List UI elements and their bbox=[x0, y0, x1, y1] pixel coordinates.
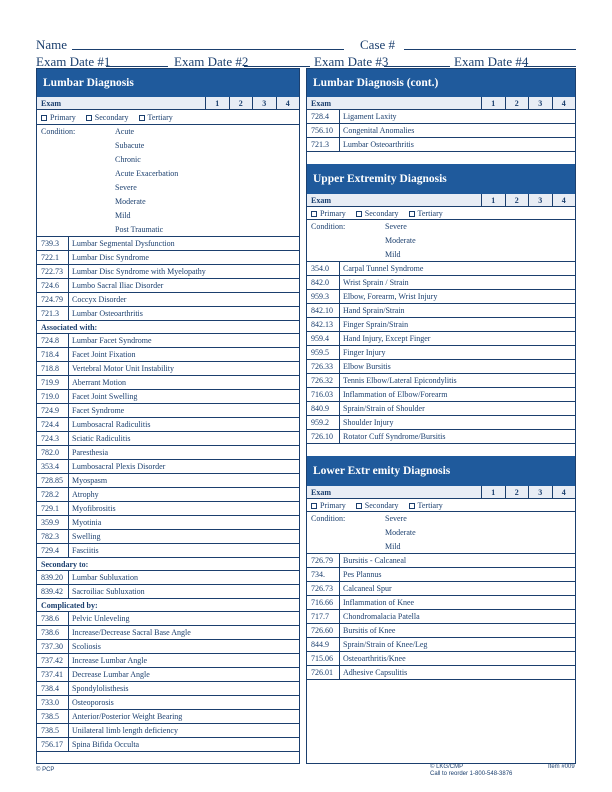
diagnosis-description: Spina Bifida Occulta bbox=[72, 740, 140, 749]
secondary-checkbox[interactable]: Secondary bbox=[86, 113, 129, 122]
condition-label: Condition: bbox=[311, 222, 346, 231]
diagnosis-row[interactable] bbox=[307, 652, 575, 666]
diagnosis-description: Wrist Sprain / Strain bbox=[343, 278, 409, 287]
footer-item-number: Item #009 bbox=[548, 764, 575, 770]
complicated-by-label: Complicated by: bbox=[37, 599, 299, 612]
diagnosis-code: 716.66 bbox=[307, 596, 340, 609]
lumbar-rows bbox=[37, 237, 299, 321]
diagnosis-description: Myotinia bbox=[72, 518, 102, 527]
diagnosis-description: Facet Joint Swelling bbox=[72, 392, 138, 401]
diagnosis-code: 959.5 bbox=[307, 346, 340, 359]
diagnosis-row[interactable] bbox=[37, 710, 299, 724]
diagnosis-row[interactable] bbox=[307, 138, 575, 152]
diagnosis-code: 729.4 bbox=[37, 544, 69, 557]
diagnosis-code: 728.2 bbox=[37, 488, 69, 501]
exam-date-4-label: Exam Date #4 bbox=[454, 54, 529, 69]
diagnosis-code: 354.0 bbox=[307, 262, 340, 275]
diagnosis-description: Elbow, Forearm, Wrist Injury bbox=[343, 292, 438, 301]
diagnosis-description: Lumbar Osteoarthritis bbox=[343, 140, 414, 149]
diagnosis-row[interactable] bbox=[307, 124, 575, 138]
diagnosis-description: Sprain/Strain of Knee/Leg bbox=[343, 640, 428, 649]
diagnosis-row[interactable] bbox=[37, 488, 299, 502]
diagnosis-row[interactable] bbox=[37, 307, 299, 321]
diagnosis-code: 726.01 bbox=[307, 666, 340, 679]
diagnosis-description: Coccyx Disorder bbox=[72, 295, 127, 304]
diagnosis-code: 756.10 bbox=[307, 124, 340, 137]
diagnosis-row[interactable] bbox=[37, 334, 299, 348]
diagnosis-code: 782.0 bbox=[37, 446, 69, 459]
exam-col-1: 1 bbox=[481, 486, 505, 498]
exam-col-4: 4 bbox=[552, 486, 576, 498]
diagnosis-code: 840.9 bbox=[307, 402, 340, 415]
footer-reorder: Call to reorder 1-800-548-3876 bbox=[430, 771, 513, 777]
diagnosis-row[interactable] bbox=[307, 624, 575, 638]
diagnosis-row[interactable] bbox=[37, 626, 299, 640]
diagnosis-description: Paresthesia bbox=[72, 448, 108, 457]
footer-copyright: © PCP bbox=[36, 767, 55, 773]
diagnosis-code: 726.10 bbox=[307, 430, 340, 443]
diagnosis-description: Spondylolisthesis bbox=[72, 684, 129, 693]
lumbar-diagnosis-section bbox=[36, 68, 300, 764]
diagnosis-row[interactable] bbox=[37, 738, 299, 752]
condition-item[interactable]: Acute Exacerbation bbox=[115, 169, 179, 178]
diagnosis-code: 839.42 bbox=[37, 585, 69, 598]
diagnosis-description: Myospasm bbox=[72, 476, 108, 485]
diagnosis-row[interactable] bbox=[37, 362, 299, 376]
exam-label: Exam bbox=[41, 98, 61, 108]
diagnosis-code: 959.3 bbox=[307, 290, 340, 303]
diagnosis-code: 726.79 bbox=[307, 554, 340, 567]
diagnosis-description: Lumbar Osteoarthritis bbox=[72, 309, 143, 318]
upper-exam-header bbox=[307, 194, 575, 207]
secondary-to-label: Secondary to: bbox=[37, 558, 299, 571]
diagnosis-row[interactable] bbox=[37, 530, 299, 544]
diagnosis-description: Bursitis of Knee bbox=[343, 626, 396, 635]
tertiary-checkbox[interactable]: Tertiary bbox=[409, 501, 443, 510]
diagnosis-code: 726.33 bbox=[307, 360, 340, 373]
diagnosis-row[interactable] bbox=[37, 544, 299, 558]
secondary-checkbox[interactable]: Secondary bbox=[356, 209, 399, 218]
diagnosis-code: 734. bbox=[307, 568, 340, 581]
lower-rows bbox=[307, 554, 575, 680]
diagnosis-code: 724.9 bbox=[37, 404, 69, 417]
diagnosis-row[interactable] bbox=[37, 654, 299, 668]
diagnosis-code: 724.4 bbox=[37, 418, 69, 431]
diagnosis-row[interactable] bbox=[307, 388, 575, 402]
tertiary-checkbox[interactable]: Tertiary bbox=[139, 113, 173, 122]
lumbar-diagnosis-title: Lumbar Diagnosis bbox=[37, 69, 299, 97]
diagnosis-code: 844.9 bbox=[307, 638, 340, 651]
right-column bbox=[306, 68, 576, 764]
diagnosis-description: Anterior/Posterior Weight Bearing bbox=[72, 712, 183, 721]
diagnosis-description: Lumbar Disc Syndrome with Myelopathy bbox=[72, 267, 206, 276]
diagnosis-description: Finger Injury bbox=[343, 348, 386, 357]
diagnosis-row[interactable] bbox=[307, 554, 575, 568]
exam-date-1-field[interactable] bbox=[106, 66, 168, 67]
diagnosis-code: 715.06 bbox=[307, 652, 340, 665]
exam-col-3: 3 bbox=[528, 97, 552, 109]
secondary-checkbox[interactable]: Secondary bbox=[356, 501, 399, 510]
diagnosis-description: Swelling bbox=[72, 532, 101, 541]
diagnosis-description: Congenital Anomalies bbox=[343, 126, 415, 135]
diagnosis-row[interactable] bbox=[307, 332, 575, 346]
tertiary-checkbox[interactable]: Tertiary bbox=[409, 209, 443, 218]
diagnosis-row[interactable] bbox=[37, 724, 299, 738]
diagnosis-row[interactable] bbox=[307, 402, 575, 416]
diagnosis-row[interactable] bbox=[37, 432, 299, 446]
diagnosis-description: Pes Plannus bbox=[343, 570, 382, 579]
diagnosis-code: 842.10 bbox=[307, 304, 340, 317]
diagnosis-code: 724.3 bbox=[37, 432, 69, 445]
case-field[interactable] bbox=[404, 49, 576, 50]
diagnosis-description: Facet Joint Fixation bbox=[72, 350, 136, 359]
diagnosis-description: Increase/Decrease Sacral Base Angle bbox=[72, 628, 191, 637]
diagnosis-code: 737.42 bbox=[37, 654, 69, 667]
diagnosis-description: Aberrant Motion bbox=[72, 378, 126, 387]
checkbox-icon bbox=[356, 503, 362, 509]
diagnosis-code: 738.6 bbox=[37, 612, 69, 625]
diagnosis-row[interactable] bbox=[37, 516, 299, 530]
condition-item[interactable]: Moderate bbox=[385, 528, 416, 537]
diagnosis-code: 724.79 bbox=[37, 293, 69, 306]
exam-label: Exam bbox=[311, 98, 331, 108]
condition-item[interactable]: Subacute bbox=[115, 141, 145, 150]
condition-item[interactable]: Mild bbox=[385, 250, 401, 259]
diagnosis-row[interactable] bbox=[37, 502, 299, 516]
exam-col-4: 4 bbox=[552, 194, 576, 206]
diagnosis-row[interactable] bbox=[37, 279, 299, 293]
lower-exam-header bbox=[307, 486, 575, 499]
exam-col-3: 3 bbox=[528, 194, 552, 206]
lumbar-status-row bbox=[37, 110, 299, 125]
diagnosis-description: Lumbosacral Plexis Disorder bbox=[72, 462, 166, 471]
diagnosis-description: Sprain/Strain of Shoulder bbox=[343, 404, 425, 413]
diagnosis-code: 739.3 bbox=[37, 237, 69, 250]
exam-col-1: 1 bbox=[481, 194, 505, 206]
diagnosis-row[interactable] bbox=[37, 682, 299, 696]
diagnosis-description: Sacroiliac Subluxation bbox=[72, 587, 145, 596]
diagnosis-row[interactable] bbox=[307, 290, 575, 304]
exam-date-3-field[interactable] bbox=[384, 66, 450, 67]
diagnosis-description: Chondromalacia Patella bbox=[343, 612, 420, 621]
diagnosis-row[interactable] bbox=[307, 568, 575, 582]
diagnosis-description: Unilateral limb length deficiency bbox=[72, 726, 178, 735]
diagnosis-row[interactable] bbox=[307, 304, 575, 318]
lumbar-exam-header bbox=[37, 97, 299, 110]
diagnosis-description: Facet Syndrome bbox=[72, 406, 125, 415]
diagnosis-code: 737.30 bbox=[37, 640, 69, 653]
condition-item[interactable]: Mild bbox=[115, 211, 131, 220]
lumbar-cont-title: Lumbar Diagnosis (cont.) bbox=[307, 69, 575, 97]
footer-lkg: © LKG/CMP bbox=[430, 764, 464, 770]
diagnosis-code: 738.6 bbox=[37, 626, 69, 639]
diagnosis-description: Shoulder Injury bbox=[343, 418, 394, 427]
condition-item[interactable]: Acute bbox=[115, 127, 135, 136]
diagnosis-row[interactable] bbox=[307, 360, 575, 374]
exam-col-3: 3 bbox=[252, 97, 276, 109]
diagnosis-description: Vertebral Motor Unit Instability bbox=[72, 364, 174, 373]
condition-item[interactable]: Mild bbox=[385, 542, 401, 551]
associated-with-label: Associated with: bbox=[37, 321, 299, 334]
diagnosis-row[interactable] bbox=[37, 404, 299, 418]
diagnosis-code: 718.8 bbox=[37, 362, 69, 375]
diagnosis-code: 359.9 bbox=[37, 516, 69, 529]
diagnosis-code: 721.3 bbox=[307, 138, 340, 151]
exam-date-2-field[interactable] bbox=[244, 66, 310, 67]
diagnosis-code: 726.60 bbox=[307, 624, 340, 637]
diagnosis-description: Increase Lumbar Angle bbox=[72, 656, 148, 665]
checkbox-icon bbox=[311, 503, 317, 509]
diagnosis-code: 726.32 bbox=[307, 374, 340, 387]
diagnosis-code: 738.4 bbox=[37, 682, 69, 695]
diagnosis-row[interactable] bbox=[307, 610, 575, 624]
exam-label: Exam bbox=[311, 487, 331, 497]
diagnosis-code: 726.73 bbox=[307, 582, 340, 595]
diagnosis-row[interactable] bbox=[37, 348, 299, 362]
diagnosis-description: Pelvic Unleveling bbox=[72, 614, 130, 623]
checkbox-icon bbox=[139, 115, 145, 121]
diagnosis-row[interactable] bbox=[307, 276, 575, 290]
diagnosis-description: Calcaneal Spur bbox=[343, 584, 392, 593]
diagnosis-row[interactable] bbox=[37, 460, 299, 474]
condition-item[interactable]: Chronic bbox=[115, 155, 141, 164]
diagnosis-row[interactable] bbox=[307, 638, 575, 652]
diagnosis-description: Hand Injury, Except Finger bbox=[343, 334, 431, 343]
diagnosis-description: Osteoporosis bbox=[72, 698, 114, 707]
diagnosis-code: 722.73 bbox=[37, 265, 69, 278]
exam-col-2: 2 bbox=[229, 97, 253, 109]
diagnosis-row[interactable] bbox=[37, 237, 299, 251]
exam-col-1: 1 bbox=[205, 97, 229, 109]
diagnosis-code: 724.8 bbox=[37, 334, 69, 347]
diagnosis-row[interactable] bbox=[37, 390, 299, 404]
diagnosis-row[interactable] bbox=[37, 376, 299, 390]
diagnosis-code: 724.6 bbox=[37, 279, 69, 292]
checkbox-icon bbox=[86, 115, 92, 121]
diagnosis-description: Myofibrositis bbox=[72, 504, 116, 513]
diagnosis-code: 839.20 bbox=[37, 571, 69, 584]
condition-item[interactable]: Severe bbox=[385, 222, 407, 231]
diagnosis-code: 733.0 bbox=[37, 696, 69, 709]
name-label: Name bbox=[36, 37, 68, 52]
diagnosis-row[interactable] bbox=[307, 346, 575, 360]
diagnosis-row[interactable] bbox=[307, 430, 575, 444]
diagnosis-row[interactable] bbox=[307, 262, 575, 276]
diagnosis-code: 719.0 bbox=[37, 390, 69, 403]
name-field[interactable] bbox=[72, 49, 344, 50]
diagnosis-description: Adhesive Capsulitis bbox=[343, 668, 408, 677]
exam-label: Exam bbox=[311, 195, 331, 205]
exam-col-4: 4 bbox=[552, 97, 576, 109]
diagnosis-row[interactable] bbox=[37, 668, 299, 682]
diagnosis-code: 717.7 bbox=[307, 610, 340, 623]
diagnosis-description: Ligament Laxity bbox=[343, 112, 397, 121]
condition-item[interactable]: Post Traumatic bbox=[115, 225, 164, 234]
diagnosis-code: 716.03 bbox=[307, 388, 340, 401]
exam-col-4: 4 bbox=[276, 97, 300, 109]
diagnosis-description: Finger Sprain/Strain bbox=[343, 320, 409, 329]
diagnosis-description: Lumbar Disc Syndrome bbox=[72, 253, 149, 262]
upper-rows bbox=[307, 262, 575, 444]
diagnosis-code: 728.85 bbox=[37, 474, 69, 487]
lower-extremity-title: Lower Extr emity Diagnosis bbox=[307, 456, 575, 486]
condition-item[interactable]: Severe bbox=[385, 514, 407, 523]
complicated-rows bbox=[37, 612, 299, 752]
lumbar-cont-rows bbox=[307, 110, 575, 152]
diagnosis-description: Lumbo Sacral Iliac Disorder bbox=[72, 281, 164, 290]
lower-status-row bbox=[307, 499, 575, 512]
diagnosis-description: Decrease Lumbar Angle bbox=[72, 670, 150, 679]
exam-col-2: 2 bbox=[505, 194, 529, 206]
diagnosis-row[interactable] bbox=[307, 582, 575, 596]
primary-checkbox[interactable]: Primary bbox=[311, 501, 346, 510]
exam-col-2: 2 bbox=[505, 486, 529, 498]
diagnosis-row[interactable] bbox=[307, 318, 575, 332]
diagnosis-description: Inflammation of Elbow/Forearm bbox=[343, 390, 448, 399]
condition-label: Condition: bbox=[41, 127, 76, 136]
diagnosis-code: 721.3 bbox=[37, 307, 69, 320]
diagnosis-code: 738.5 bbox=[37, 724, 69, 737]
diagnosis-code: 842.13 bbox=[307, 318, 340, 331]
exam-date-1-label: Exam Date #1 bbox=[36, 54, 111, 69]
diagnosis-description: Lumbar Segmental Dysfunction bbox=[72, 239, 175, 248]
diagnosis-description: Atrophy bbox=[72, 490, 99, 499]
exam-col-1: 1 bbox=[481, 97, 505, 109]
diagnosis-description: Scoliosis bbox=[72, 642, 101, 651]
diagnosis-row[interactable] bbox=[37, 585, 299, 599]
lumbar-cont-exam-header bbox=[307, 97, 575, 110]
case-label: Case # bbox=[360, 37, 396, 52]
diagnosis-description: Inflammation of Knee bbox=[343, 598, 415, 607]
checkbox-icon bbox=[311, 211, 317, 217]
primary-checkbox[interactable]: Primary bbox=[41, 113, 76, 122]
diagnosis-description: Rotator Cuff Syndrome/Bursitis bbox=[343, 432, 446, 441]
condition-item[interactable]: Severe bbox=[115, 183, 137, 192]
diagnosis-description: Osteoarthritis/Knee bbox=[343, 654, 406, 663]
diagnosis-description: Sciatic Radiculitis bbox=[72, 434, 131, 443]
exam-date-2-label: Exam Date #2 bbox=[174, 54, 249, 69]
condition-label: Condition: bbox=[311, 514, 346, 523]
diagnosis-description: Lumbosacral Radiculitis bbox=[72, 420, 151, 429]
upper-status-row bbox=[307, 207, 575, 220]
diagnosis-code: 728.4 bbox=[307, 110, 340, 123]
diagnosis-description: Bursitis - Calcaneal bbox=[343, 556, 407, 565]
diagnosis-code: 719.9 bbox=[37, 376, 69, 389]
exam-date-4-field[interactable] bbox=[524, 66, 576, 67]
exam-col-2: 2 bbox=[505, 97, 529, 109]
diagnosis-row[interactable] bbox=[37, 571, 299, 585]
diagnosis-description: Lumbar Facet Syndrome bbox=[72, 336, 152, 345]
condition-item[interactable]: Moderate bbox=[385, 236, 416, 245]
diagnosis-description: Hand Sprain/Strain bbox=[343, 306, 405, 315]
upper-extremity-title: Upper Extremity Diagnosis bbox=[307, 164, 575, 194]
diagnosis-code: 738.5 bbox=[37, 710, 69, 723]
diagnosis-description: Tennis Elbow/Lateral Epicondylitis bbox=[343, 376, 457, 385]
diagnosis-row[interactable] bbox=[307, 374, 575, 388]
diagnosis-code: 718.4 bbox=[37, 348, 69, 361]
diagnosis-row[interactable] bbox=[37, 474, 299, 488]
checkbox-icon bbox=[409, 211, 415, 217]
diagnosis-code: 756.17 bbox=[37, 738, 69, 751]
checkbox-icon bbox=[409, 503, 415, 509]
condition-item[interactable]: Moderate bbox=[115, 197, 146, 206]
diagnosis-row[interactable] bbox=[307, 666, 575, 680]
diagnosis-row[interactable] bbox=[307, 416, 575, 430]
diagnosis-description: Lumbar Subluxation bbox=[72, 573, 138, 582]
diagnosis-code: 737.41 bbox=[37, 668, 69, 681]
lower-conditions bbox=[307, 512, 575, 554]
upper-conditions bbox=[307, 220, 575, 262]
diagnosis-code: 959.4 bbox=[307, 332, 340, 345]
secondary-rows bbox=[37, 571, 299, 599]
diagnosis-description: Elbow Bursitis bbox=[343, 362, 391, 371]
diagnosis-description: Carpal Tunnel Syndrome bbox=[343, 264, 424, 273]
diagnosis-row[interactable] bbox=[37, 696, 299, 710]
exam-date-3-label: Exam Date #3 bbox=[314, 54, 389, 69]
diagnosis-row[interactable] bbox=[307, 596, 575, 610]
diagnosis-code: 353.4 bbox=[37, 460, 69, 473]
diagnosis-code: 782.3 bbox=[37, 530, 69, 543]
checkbox-icon bbox=[41, 115, 47, 121]
diagnosis-code: 722.1 bbox=[37, 251, 69, 264]
primary-checkbox[interactable]: Primary bbox=[311, 209, 346, 218]
diagnosis-row[interactable] bbox=[37, 265, 299, 279]
diagnosis-row[interactable] bbox=[307, 110, 575, 124]
diagnosis-row[interactable] bbox=[37, 418, 299, 432]
lumbar-conditions bbox=[37, 125, 299, 237]
exam-col-3: 3 bbox=[528, 486, 552, 498]
diagnosis-row[interactable] bbox=[37, 612, 299, 626]
diagnosis-row[interactable] bbox=[37, 293, 299, 307]
diagnosis-row[interactable] bbox=[37, 446, 299, 460]
checkbox-icon bbox=[356, 211, 362, 217]
diagnosis-row[interactable] bbox=[37, 251, 299, 265]
associated-rows bbox=[37, 334, 299, 558]
diagnosis-code: 959.2 bbox=[307, 416, 340, 429]
diagnosis-code: 842.0 bbox=[307, 276, 340, 289]
diagnosis-code: 729.1 bbox=[37, 502, 69, 515]
diagnosis-row[interactable] bbox=[37, 640, 299, 654]
diagnosis-description: Fasciitis bbox=[72, 546, 99, 555]
